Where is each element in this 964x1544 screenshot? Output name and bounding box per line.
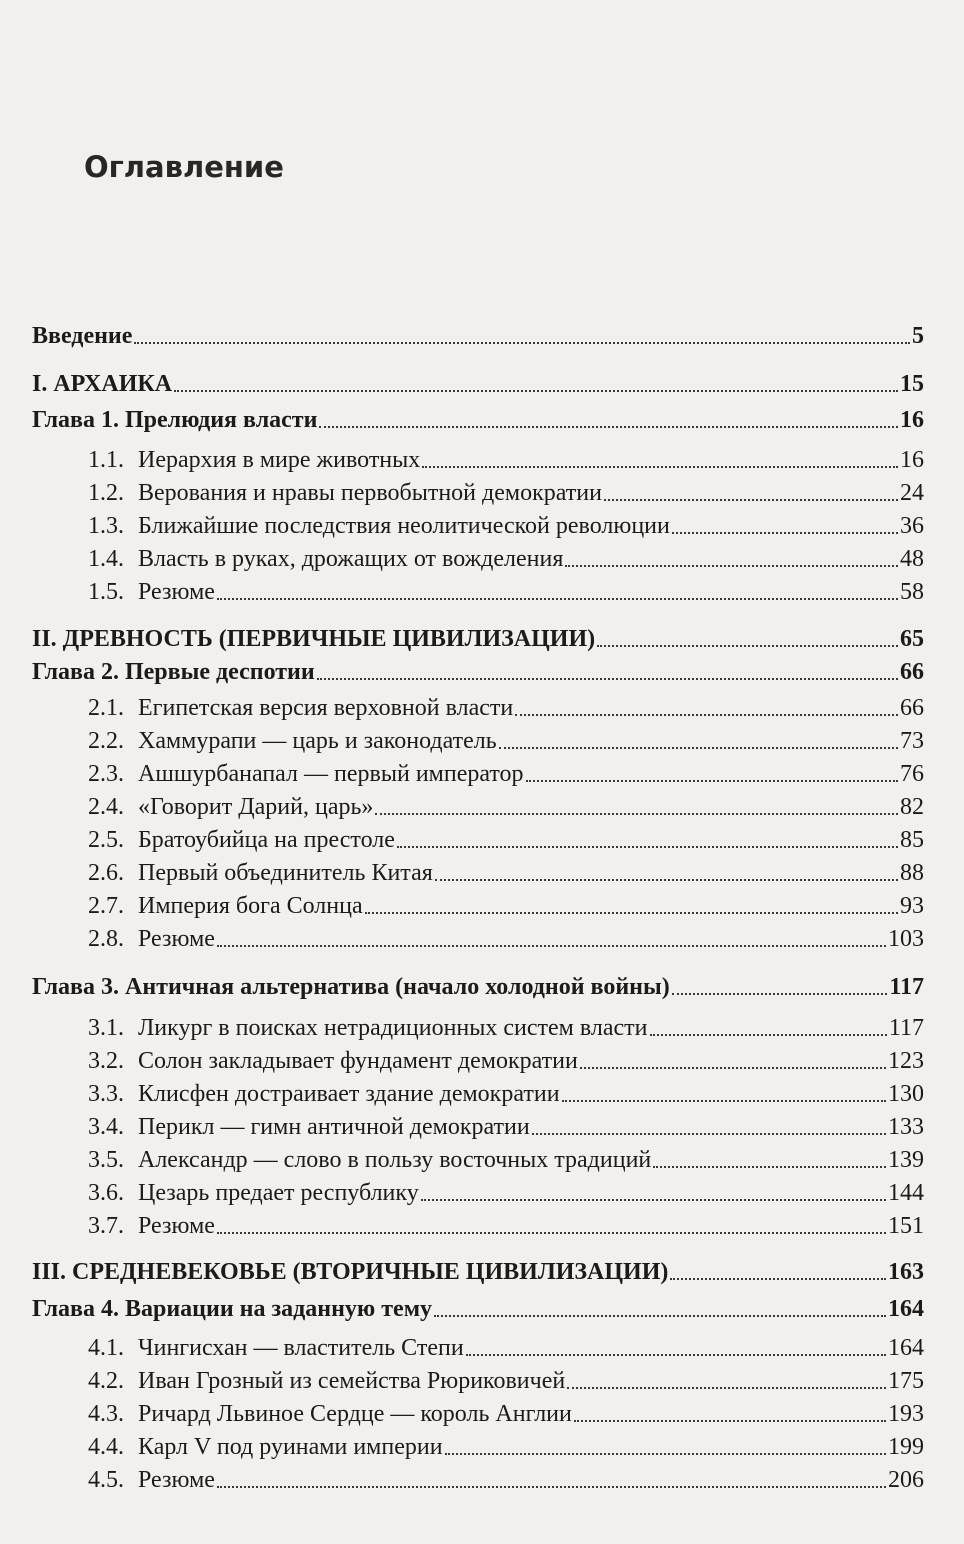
- toc-entry-part: [0, 1252, 964, 1286]
- toc-entry-page: 85: [900, 827, 924, 853]
- toc-entry-title: Глава 3. Античная альтернатива (начало холодной войны): [32, 974, 670, 1000]
- dot-leader: [653, 1166, 886, 1168]
- toc-entry-title: Клисфен достраивает здание демократии: [138, 1081, 560, 1107]
- toc-entry-sec: [0, 1361, 964, 1395]
- toc-entry-title: Верования и нравы первобытной демократии: [138, 480, 602, 506]
- toc-entry-page: 117: [889, 974, 924, 1000]
- toc-entry-label: [88, 1400, 572, 1428]
- toc-entry-sec: [0, 919, 964, 953]
- toc-entry-page: 15: [900, 371, 924, 397]
- toc-entry-part: [0, 316, 964, 350]
- toc-entry-number: 4.3.: [88, 1401, 124, 1427]
- toc-entry-label: [88, 1047, 578, 1075]
- dot-leader: [562, 1100, 886, 1102]
- dot-leader: [317, 678, 898, 680]
- toc-entry-label: [32, 625, 595, 653]
- toc-entry-page: 199: [888, 1434, 924, 1460]
- toc-entry-number: 4.1.: [88, 1335, 124, 1361]
- toc-entry-page: 130: [888, 1081, 924, 1107]
- toc-entry-title: Резюме: [138, 579, 215, 605]
- toc-entry-label: [32, 1258, 668, 1286]
- toc-entry-number: 3.3.: [88, 1081, 124, 1107]
- toc-entry-page: 76: [900, 761, 924, 787]
- toc-entry-label: [32, 658, 315, 686]
- dot-leader: [567, 1387, 886, 1389]
- toc-entry-sec: [0, 1140, 964, 1174]
- dot-leader: [375, 813, 898, 815]
- toc-entry-label: [88, 727, 497, 755]
- toc-entry-page: 66: [900, 695, 924, 721]
- toc-entry-sec: [0, 1427, 964, 1461]
- dot-leader: [319, 426, 898, 428]
- toc-entry-title: Александр — слово в пользу восточных традиций: [138, 1147, 652, 1173]
- dot-leader: [604, 499, 898, 501]
- dot-leader: [217, 1486, 886, 1488]
- toc-entry-title: Глава 4. Вариации на заданную тему: [32, 1296, 433, 1322]
- toc-entry-page: 193: [888, 1401, 924, 1427]
- toc-entry-label: [88, 793, 373, 821]
- toc-entry-sec: [0, 1107, 964, 1141]
- toc-entry-label: [88, 446, 420, 474]
- dot-leader: [397, 846, 898, 848]
- dot-leader: [515, 714, 898, 716]
- dot-leader: [217, 598, 898, 600]
- toc-entry-title: Власть в руках, дрожащих от вожделения: [138, 546, 564, 572]
- toc-entry-label: [88, 1334, 464, 1362]
- dot-leader: [532, 1133, 886, 1135]
- toc-entry-sec: [0, 1394, 964, 1428]
- toc-entry-label: [88, 1367, 565, 1395]
- toc-entry-page: 103: [888, 926, 924, 952]
- toc-entry-sec: [0, 440, 964, 474]
- toc-entry-page: 144: [888, 1180, 924, 1206]
- toc-entry-number: 1.2.: [88, 480, 124, 506]
- toc-entry-page: 88: [900, 860, 924, 886]
- toc-entry-label: [32, 322, 132, 350]
- toc-entry-title: Солон закладывает фундамент демократии: [138, 1048, 578, 1074]
- toc-entry-page: 36: [900, 513, 924, 539]
- toc-entry-number: 1.1.: [88, 447, 124, 473]
- dot-leader: [422, 466, 898, 468]
- toc-entry-label: [88, 826, 395, 854]
- toc-entry-sec: [0, 853, 964, 887]
- toc-entry-label: [88, 1466, 215, 1494]
- toc-entry-part: [0, 364, 964, 398]
- toc-entry-label: [88, 1146, 651, 1174]
- dot-leader: [526, 780, 898, 782]
- toc-entry-sec: [0, 1041, 964, 1075]
- toc-entry-sec: [0, 506, 964, 540]
- toc-entry-page: 65: [900, 626, 924, 652]
- toc-entry-label: [88, 1113, 530, 1141]
- toc-entry-number: 4.2.: [88, 1368, 124, 1394]
- toc-entry-title: Братоубийца на престоле: [138, 827, 395, 853]
- dot-leader: [435, 879, 898, 881]
- toc-entry-page: 151: [888, 1213, 924, 1239]
- toc-entry-title: Империя бога Солнца: [138, 893, 363, 919]
- toc-entry-sec: [0, 1008, 964, 1042]
- toc-entry-page: 133: [888, 1114, 924, 1140]
- toc-entry-number: 4.5.: [88, 1467, 124, 1493]
- toc-entry-number: 2.3.: [88, 761, 124, 787]
- toc-entry-number: 1.3.: [88, 513, 124, 539]
- toc-entry-page: 93: [900, 893, 924, 919]
- toc-entry-title: Цезарь предает республику: [138, 1180, 419, 1206]
- dot-leader: [499, 747, 898, 749]
- toc-entry-page: 206: [888, 1467, 924, 1493]
- toc-entry-label: [88, 1212, 215, 1240]
- toc-entry-title: III. СРЕДНЕВЕКОВЬЕ (ВТОРИЧНЫЕ ЦИВИЛИЗАЦИИ): [32, 1259, 669, 1285]
- toc-entry-title: Иерархия в мире животных: [138, 447, 421, 473]
- toc-entry-title: Иван Грозный из семейства Рюриковичей: [138, 1368, 566, 1394]
- toc-entry-sec: [0, 1173, 964, 1207]
- toc-entry-title: Глава 2. Первые деспотии: [32, 659, 315, 685]
- toc-entry-number: 2.1.: [88, 695, 124, 721]
- page-title: Оглавление: [84, 150, 284, 184]
- dot-leader: [670, 1278, 886, 1280]
- toc-entry-number: 3.2.: [88, 1048, 124, 1074]
- toc-entry-sec: [0, 473, 964, 507]
- toc-entry-title: Резюме: [138, 1213, 215, 1239]
- toc-entry-title: «Говорит Дарий, царь»: [138, 794, 374, 820]
- dot-leader: [650, 1034, 887, 1036]
- toc-entry-number: 1.5.: [88, 579, 124, 605]
- toc-entry-page: 16: [900, 447, 924, 473]
- toc-entry-number: 2.7.: [88, 893, 124, 919]
- dot-leader: [217, 945, 886, 947]
- toc-entry-page: 164: [888, 1335, 924, 1361]
- toc-entry-sec: [0, 1328, 964, 1362]
- toc-entry-label: [88, 1080, 560, 1108]
- toc-entry-label: [32, 1295, 432, 1323]
- toc-entry-page: 163: [888, 1259, 924, 1285]
- dot-leader: [445, 1453, 886, 1455]
- toc-entry-chap: [0, 1289, 964, 1323]
- toc-entry-page: 48: [900, 546, 924, 572]
- dot-leader: [672, 993, 888, 995]
- toc-entry-page: 164: [888, 1296, 924, 1322]
- toc-entry-number: 2.6.: [88, 860, 124, 886]
- dot-leader: [174, 390, 898, 392]
- toc-entry-number: 2.4.: [88, 794, 124, 820]
- dot-leader: [580, 1067, 886, 1069]
- toc-entry-title: Хаммурапи — царь и законодатель: [138, 728, 497, 754]
- toc-entry-title: I. АРХАИКА: [32, 371, 173, 397]
- toc-entry-number: 3.7.: [88, 1213, 124, 1239]
- toc-entry-title: Ричард Львиное Сердце — король Англии: [138, 1401, 572, 1427]
- dot-leader: [565, 565, 898, 567]
- toc-entry-title: Глава 1. Прелюдия власти: [32, 407, 318, 433]
- dot-leader: [574, 1420, 886, 1422]
- dot-leader: [421, 1199, 886, 1201]
- toc-entry-label: [32, 973, 670, 1001]
- toc-entry-label: [88, 1433, 443, 1461]
- toc-entry-page: 5: [912, 323, 924, 349]
- toc-entry-label: [88, 859, 433, 887]
- toc-entry-title: Перикл — гимн античной демократии: [138, 1114, 530, 1140]
- toc-entry-sec: [0, 721, 964, 755]
- toc-entry-chap: [0, 400, 964, 434]
- toc-entry-title: Резюме: [138, 926, 215, 952]
- toc-entry-title: Ближайшие последствия неолитической революции: [138, 513, 670, 539]
- toc-entry-label: [32, 406, 317, 434]
- toc-entry-sec: [0, 539, 964, 573]
- toc-entry-number: 3.5.: [88, 1147, 124, 1173]
- toc-entry-title: Ликург в поисках нетрадиционных систем власти: [138, 1015, 648, 1041]
- toc-entry-title: Карл V под руинами империи: [138, 1434, 443, 1460]
- toc-entry-number: 2.2.: [88, 728, 124, 754]
- toc-entry-sec: [0, 1460, 964, 1494]
- toc-entry-label: [88, 545, 563, 573]
- toc-entry-title: Египетская версия верховной власти: [138, 695, 514, 721]
- toc-entry-title: Первый объединитель Китая: [138, 860, 433, 886]
- toc-entry-label: [88, 694, 513, 722]
- toc-entry-number: 3.4.: [88, 1114, 124, 1140]
- toc-entry-sec: [0, 1074, 964, 1108]
- toc-entry-chap: [0, 967, 964, 1001]
- toc-entry-title: Резюме: [138, 1467, 215, 1493]
- toc-entry-page: 82: [900, 794, 924, 820]
- toc-entry-label: [88, 925, 215, 953]
- toc-entry-label: [88, 1014, 648, 1042]
- toc-entry-page: 139: [888, 1147, 924, 1173]
- toc-entry-label: [88, 479, 602, 507]
- toc-entry-title: Чингисхан — властитель Степи: [138, 1335, 464, 1361]
- toc-entry-page: 175: [888, 1368, 924, 1394]
- toc-entry-number: 4.4.: [88, 1434, 124, 1460]
- toc-entry-page: 117: [888, 1015, 924, 1041]
- dot-leader: [597, 645, 898, 647]
- toc-entry-sec: [0, 787, 964, 821]
- toc-entry-label: [88, 1179, 419, 1207]
- dot-leader: [672, 532, 898, 534]
- toc-entry-sec: [0, 572, 964, 606]
- toc-entry-sec: [0, 1206, 964, 1240]
- toc-entry-page: 123: [888, 1048, 924, 1074]
- toc-entry-title: II. ДРЕВНОСТЬ (ПЕРВИЧНЫЕ ЦИВИЛИЗАЦИИ): [32, 626, 596, 652]
- toc-entry-label: [88, 578, 215, 606]
- toc-entry-title: Введение: [32, 323, 133, 349]
- dot-leader: [365, 912, 898, 914]
- toc-entry-sec: [0, 820, 964, 854]
- toc-entry-number: 1.4.: [88, 546, 124, 572]
- toc-entry-label: [88, 760, 524, 788]
- toc-entry-title: Ашшурбанапал — первый император: [138, 761, 524, 787]
- toc-entry-number: 3.1.: [88, 1015, 124, 1041]
- toc-entry-part: [0, 619, 964, 653]
- toc-entry-number: 2.8.: [88, 926, 124, 952]
- dot-leader: [134, 342, 910, 344]
- toc-entry-page: 58: [900, 579, 924, 605]
- dot-leader: [466, 1354, 886, 1356]
- toc-entry-number: 2.5.: [88, 827, 124, 853]
- toc-entry-label: [88, 892, 363, 920]
- toc-entry-page: 24: [900, 480, 924, 506]
- toc-entry-label: [88, 512, 670, 540]
- toc-entry-page: 16: [900, 407, 924, 433]
- toc-entry-page: 73: [900, 728, 924, 754]
- toc-entry-sec: [0, 754, 964, 788]
- toc-entry-label: [32, 370, 172, 398]
- dot-leader: [217, 1232, 886, 1234]
- toc-entry-number: 3.6.: [88, 1180, 124, 1206]
- dot-leader: [434, 1315, 886, 1317]
- toc-entry-sec: [0, 886, 964, 920]
- toc-entry-chap: [0, 652, 964, 686]
- toc-entry-sec: [0, 688, 964, 722]
- toc-entry-page: 66: [900, 659, 924, 685]
